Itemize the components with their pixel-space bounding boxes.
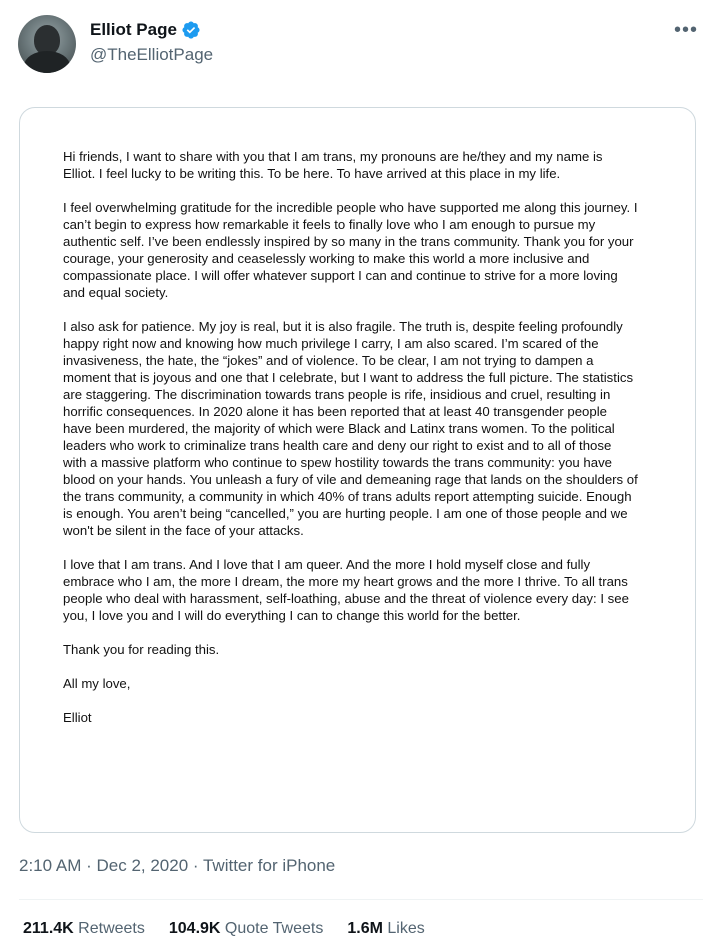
more-options-button[interactable]: •••	[673, 19, 698, 41]
letter-paragraph: Hi friends, I want to share with you that I am trans, my pronouns are he/they and my name is Elliot. I feel lucky to be writing this. To be here. To have arrived at this place in my life.	[63, 149, 603, 181]
retweets-count: 211.4K	[23, 920, 74, 937]
letter-paragraph: Thank you for reading this.	[63, 642, 220, 657]
tweet-image-card[interactable]	[19, 107, 696, 833]
author-handle[interactable]: @TheElliotPage	[90, 45, 214, 64]
quote-tweets-label: Quote Tweets	[224, 920, 324, 937]
author-display-name[interactable]: Elliot Page	[90, 20, 177, 39]
likes-count: 1.6M	[347, 920, 383, 937]
letter-paragraph: All my love,	[63, 676, 131, 691]
letter-paragraph: I also ask for patience. My joy is real, but it is also fragile. The truth is, despite feeling profoundly happy right now and knowing how much privilege I carry, I am also scared. I’m scared of the invasiveness, the hate, the “jokes” and of violence. To be clear, I am not trying to dampen a moment that is joyous and one that I celebrate, but I want to address the full picture. The statistics are staggering. The discrimination towards trans people is rife, insidious and cruel, resulting in horrific consequences. In 2020 alone it has been reported that at least 40 transgender people have been murdered, the majority of which were Black and Latinx trans women. To the political leaders who work to criminalize trans health care and deny our right to exist and to all of those with a massive platform who continue to spew hostility towards the trans community: you have blood on your hands. You unleash a fury of vile and demeaning rage that lands on the shoulders of the trans community, a community in which 40% of trans adults report attempting suicide. Enough is enough. You aren’t being “cancelled,” you are hurting people. I am one of those people and we won't be silent in the face of your attacks.	[63, 319, 638, 538]
tweet-timestamp-row	[19, 856, 335, 876]
likes-label: Likes	[387, 920, 425, 937]
retweets-label: Retweets	[78, 920, 145, 937]
quote-tweets-count: 104.9K	[168, 920, 221, 937]
quote-tweets-stat[interactable]	[169, 920, 323, 938]
likes-stat[interactable]	[347, 920, 424, 938]
avatar-body	[24, 51, 70, 73]
letter-paragraph: I love that I am trans. And I love that I am queer. And the more I hold myself close and fully embrace who I am, the more I dream, the more my heart grows and the more I thrive. To all trans people who deal with harassment, self-loathing, abuse and the threat of violence every day: I see you, I love you and I will do everything I can to change this world for the better.	[63, 557, 629, 623]
avatar[interactable]	[18, 15, 76, 73]
letter-signature: Elliot	[63, 710, 92, 725]
author-name-row[interactable]	[90, 20, 201, 40]
verified-badge-icon	[181, 20, 201, 40]
tweet-time[interactable]: 2:10 AM	[19, 856, 82, 875]
divider	[19, 899, 703, 900]
letter-paragraph: I feel overwhelming gratitude for the incredible people who have supported me along this journey. I can’t begin to express how remarkable it feels to finally love who I am enough to pursue my authentic self. I’ve been endlessly inspired by so many in the trans community. Thank you for your courage, your generosity and ceaselessly working to make this world a more inclusive and compassionate place. I will offer whatever support I can and continue to strive for a more loving and equal society.	[63, 200, 638, 300]
tweet-source[interactable]: Twitter for iPhone	[202, 856, 336, 875]
meta-separator: ·	[188, 856, 203, 875]
letter-text	[63, 148, 638, 743]
retweets-stat[interactable]	[23, 920, 145, 938]
engagement-stats	[23, 920, 425, 938]
tweet-date[interactable]: Dec 2, 2020	[96, 856, 189, 875]
meta-separator: ·	[81, 856, 97, 875]
